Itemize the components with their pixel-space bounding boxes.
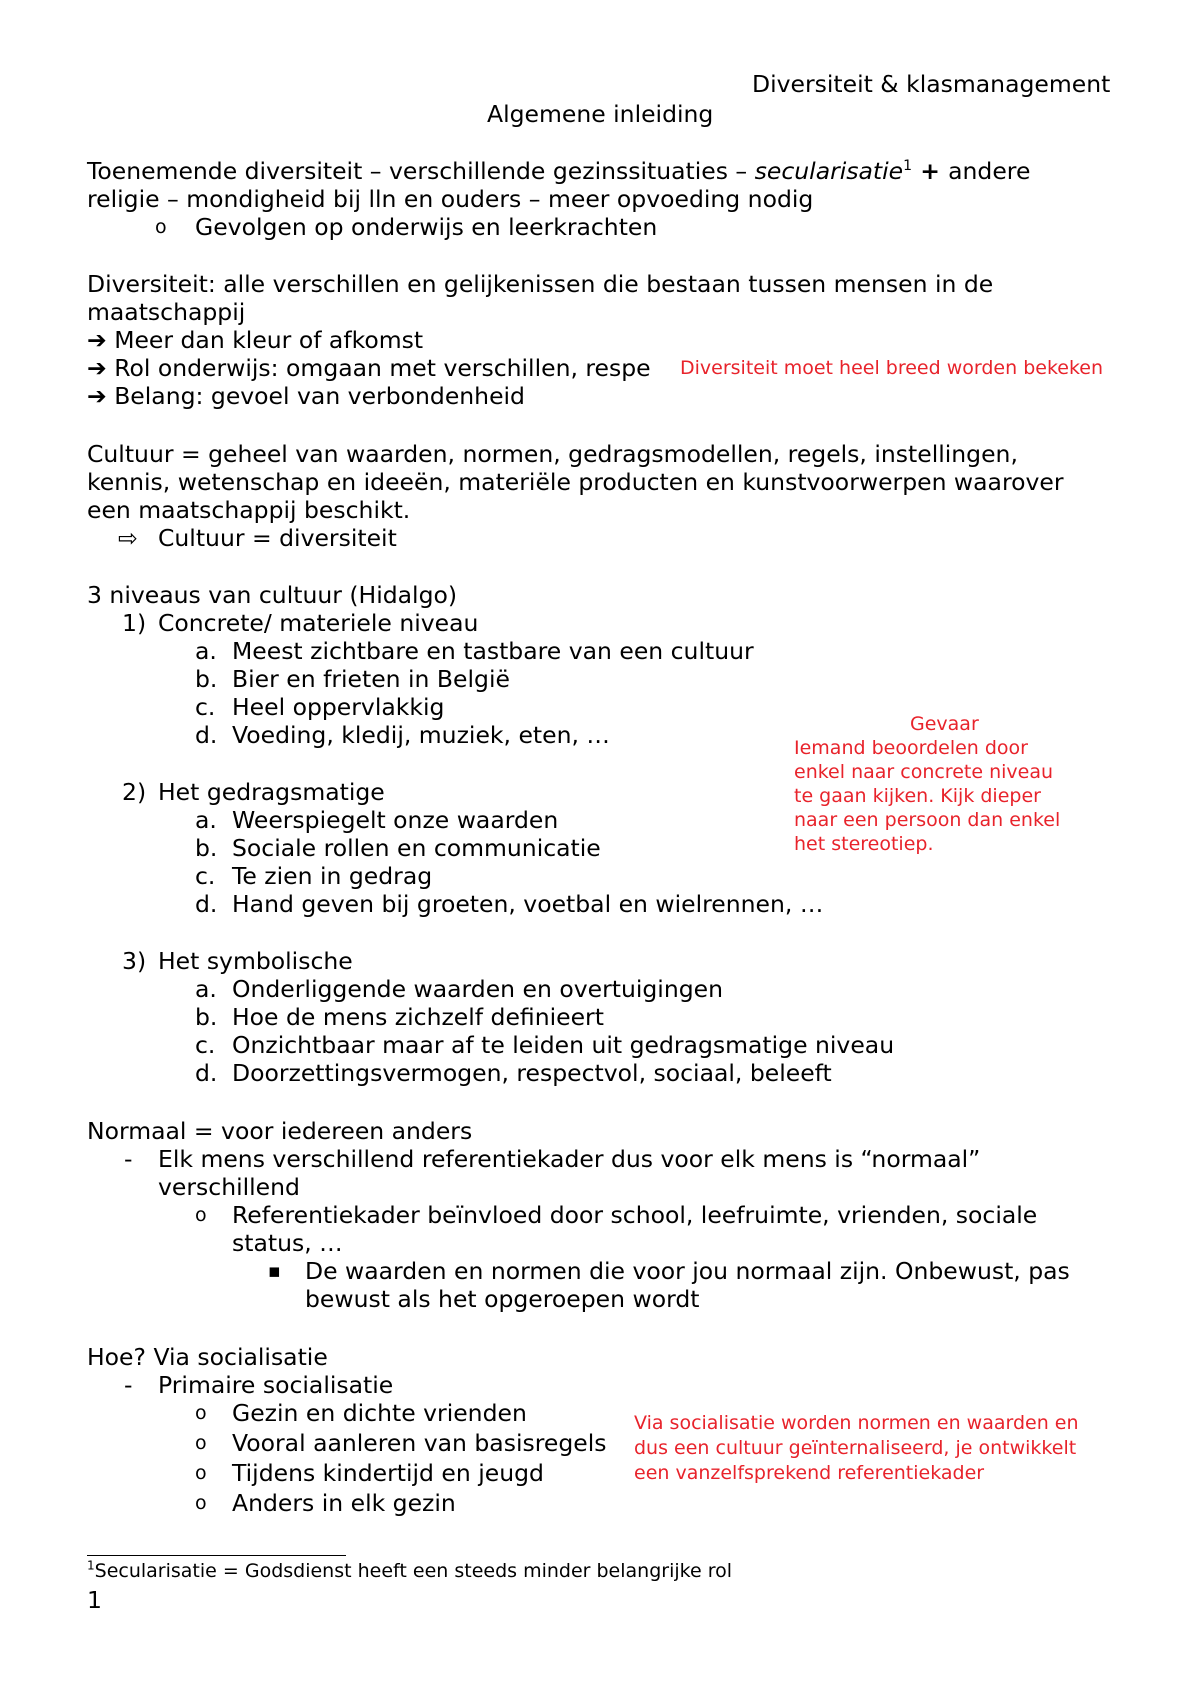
list-item: Hoe de mens zichzelf definieert: [232, 1003, 604, 1031]
normaal-sq-2: bewust als het opgeroepen wordt: [305, 1285, 700, 1313]
comment-gevaar-line: te gaan kijken. Kijk dieper: [794, 785, 1041, 807]
intro-bullet: Gevolgen op onderwijs en leerkrachten: [195, 213, 658, 241]
normaal-line-2: verschillend: [158, 1173, 300, 1201]
list-item: Tijdens kindertijd en jeugd: [232, 1459, 544, 1487]
list-item: Te zien in gedrag: [232, 862, 433, 890]
plus-sign: +: [912, 157, 949, 185]
comment-diversiteit: Diversiteit moet heel breed worden bekeken: [680, 357, 1104, 379]
arrow-item-text: Meer dan kleur of afkomst: [114, 326, 424, 354]
list-item: Onderliggende waarden en overtuigingen: [232, 975, 723, 1003]
level-title: Concrete/ materiele niveau: [158, 609, 479, 637]
footnote: [87, 1557, 732, 1585]
item-letter: c.: [195, 1031, 216, 1059]
item-letter: b.: [195, 834, 218, 862]
bullet-marker: o: [195, 1432, 207, 1454]
comment-gevaar-line: Iemand beoordelen door: [794, 737, 1028, 759]
page-number: 1: [87, 1586, 102, 1614]
bullet-marker: o: [195, 1492, 207, 1514]
normaal-sub-1: Referentiekader beïnvloed door school, leefruimte, vrienden, sociale: [232, 1201, 1038, 1229]
cultuur-conclusion: Cultuur = diversiteit: [158, 524, 397, 552]
socialisatie-subheading: Primaire socialisatie: [158, 1371, 394, 1399]
level-number: 1): [122, 609, 147, 637]
level-title: Het gedragsmatige: [158, 778, 385, 806]
item-letter: b.: [195, 1003, 218, 1031]
comment-gevaar-line: enkel naar concrete niveau: [794, 761, 1054, 783]
list-item: Weerspiegelt onze waarden: [232, 806, 559, 834]
list-item: Vooral aanleren van basisregels: [232, 1429, 607, 1457]
intro-text-b: andere: [948, 157, 1031, 185]
intro-text-a: Toenemende diversiteit – verschillende gezinssituaties –: [87, 157, 755, 185]
item-letter: d.: [195, 721, 218, 749]
arrow-item-2: [87, 354, 667, 382]
comment-socialisatie-line: Via socialisatie worden normen en waarden en: [634, 1412, 1079, 1434]
footnote-separator: [87, 1555, 346, 1556]
list-item: Hand geven bij groeten, voetbal en wielrennen, …: [232, 890, 824, 918]
item-letter: d.: [195, 1059, 218, 1087]
comment-gevaar-line: het stereotiep.: [794, 833, 934, 855]
arrow-icon: ➔: [87, 326, 107, 354]
footnote-ref[interactable]: 1: [903, 158, 913, 175]
bullet-marker: o: [195, 1462, 207, 1484]
list-item: Bier en frieten in België: [232, 665, 510, 693]
cultuur-line-2: kennis, wetenschap en ideeën, materiële producten en kunstvoorwerpen waarover: [87, 468, 1064, 496]
dash-marker: -: [124, 1371, 133, 1399]
normaal-sq-1: De waarden en normen die voor jou normaal zijn. Onbewust, pas: [305, 1257, 1070, 1285]
list-item: Meest zichtbare en tastbare van een cultuur: [232, 637, 754, 665]
diversiteit-def-2: maatschappij: [87, 298, 246, 326]
level-number: 3): [122, 947, 147, 975]
list-item: Sociale rollen en communicatie: [232, 834, 601, 862]
item-letter: c.: [195, 862, 216, 890]
item-letter: a.: [195, 637, 217, 665]
socialisatie-heading: Hoe? Via socialisatie: [87, 1343, 328, 1371]
arrow-item-1: [87, 326, 423, 354]
list-item: Heel oppervlakkig: [232, 693, 445, 721]
intro-secularisatie: secularisatie: [754, 157, 904, 185]
comment-gevaar-line: naar een persoon dan enkel: [794, 809, 1061, 831]
normaal-sub-2: status, …: [232, 1229, 343, 1257]
comment-gevaar-title: Gevaar: [910, 713, 979, 735]
diversiteit-def-1: Diversiteit: alle verschillen en gelijkenissen die bestaan tussen mensen in de: [87, 270, 994, 298]
page-title: Algemene inleiding: [487, 100, 714, 128]
item-letter: a.: [195, 975, 217, 1003]
list-item: Onzichtbaar maar af te leiden uit gedragsmatige niveau: [232, 1031, 895, 1059]
intro-line-2: religie – mondigheid bij lln en ouders – meer opvoeding nodig: [87, 185, 814, 213]
cultuur-line-3: een maatschappij beschikt.: [87, 496, 411, 524]
footnote-number: 1: [87, 1558, 95, 1573]
square-bullet-icon: ▪: [268, 1260, 281, 1282]
list-item: Gezin en dichte vrienden: [232, 1399, 527, 1427]
comment-socialisatie-line: dus een cultuur geïnternaliseerd, je ontwikkelt: [634, 1437, 1077, 1459]
arrow-icon: ➔: [87, 382, 107, 410]
arrow-item-text: Rol onderwijs: omgaan met verschillen, respe: [114, 354, 651, 382]
item-letter: c.: [195, 693, 216, 721]
item-letter: b.: [195, 665, 218, 693]
item-letter: d.: [195, 890, 218, 918]
level-number: 2): [122, 778, 147, 806]
arrow-icon: ➔: [87, 354, 107, 382]
niveaus-heading: 3 niveaus van cultuur (Hidalgo): [87, 581, 458, 609]
arrow-item-text: Belang: gevoel van verbondenheid: [114, 382, 525, 410]
level-title: Het symbolische: [158, 947, 353, 975]
bullet-marker: o: [155, 216, 167, 238]
hollow-arrow-icon: ⇨: [118, 524, 138, 552]
normaal-heading: Normaal = voor iedereen anders: [87, 1117, 473, 1145]
normaal-line-1: Elk mens verschillend referentiekader dus voor elk mens is “normaal”: [158, 1145, 981, 1173]
running-title: Diversiteit & klasmanagement: [752, 70, 1111, 98]
cultuur-line-1: Cultuur = geheel van waarden, normen, gedragsmodellen, regels, instellingen,: [87, 440, 1018, 468]
item-letter: a.: [195, 806, 217, 834]
arrow-item-3: [87, 382, 525, 410]
list-item: Voeding, kledij, muziek, eten, …: [232, 721, 610, 749]
bullet-marker: o: [195, 1402, 207, 1424]
bullet-marker: o: [195, 1204, 207, 1226]
dash-marker: -: [124, 1145, 133, 1173]
intro-line-1: [87, 157, 1030, 185]
footnote-text: Secularisatie = Godsdienst heeft een steeds minder belangrijke rol: [94, 1560, 732, 1582]
comment-socialisatie-line: een vanzelfsprekend referentiekader: [634, 1462, 985, 1484]
list-item: Anders in elk gezin: [232, 1489, 456, 1517]
list-item: Doorzettingsvermogen, respectvol, sociaal, beleeft: [232, 1059, 832, 1087]
